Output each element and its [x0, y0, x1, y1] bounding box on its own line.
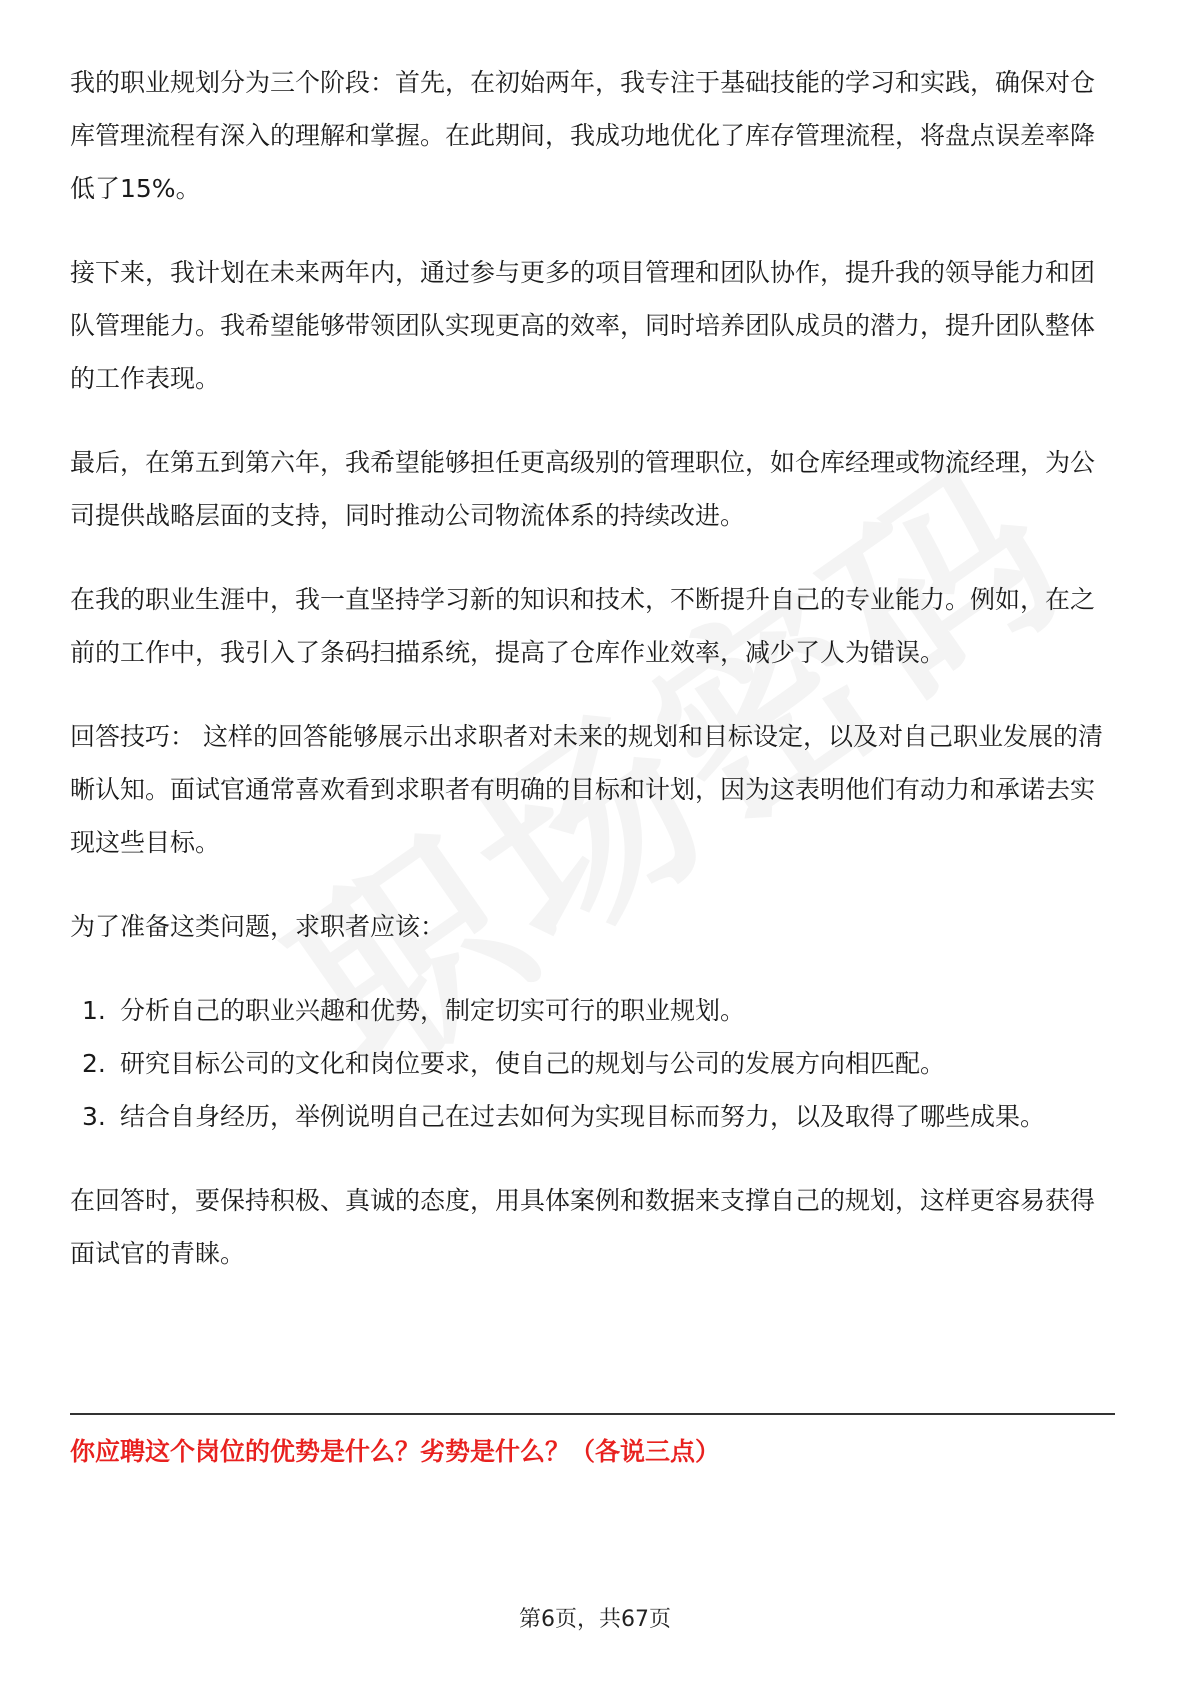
- list-item-text: 分析自己的职业兴趣和优势，制定切实可行的职业规划。: [120, 996, 746, 1025]
- list-item-number: 3.: [82, 1102, 106, 1131]
- list-item-text: 结合自身经历，举例说明自己在过去如何为实现目标而努力，以及取得了哪些成果。: [120, 1102, 1046, 1131]
- list-item: [70, 984, 1115, 1037]
- document-body: [70, 56, 1115, 1311]
- list-item-number: 2.: [82, 1049, 106, 1078]
- preparation-list: [70, 984, 1115, 1143]
- paragraph-career-plan-stage-1: 我的职业规划分为三个阶段：首先，在初始两年，我专注于基础技能的学习和实践，确保对仓库管理流程有深入的理解和掌握。在此期间，我成功地优化了库存管理流程，将盘点误差率降低了15%。: [70, 68, 1096, 203]
- paragraph-continuous-learning: 在我的职业生涯中，我一直坚持学习新的知识和技术，不断提升自己的专业能力。例如，在之前的工作中，我引入了条码扫描系统，提高了仓库作业效率，减少了人为错误。: [70, 585, 1096, 667]
- list-item: [70, 1090, 1115, 1143]
- page-number-footer: 第6页，共67页: [519, 1607, 671, 1632]
- paragraph-career-plan-stage-3: 最后，在第五到第六年，我希望能够担任更高级别的管理职位，如仓库经理或物流经理，为公司提供战略层面的支持，同时推动公司物流体系的持续改进。: [70, 448, 1096, 530]
- paragraph-answer-tips: 回答技巧： 这样的回答能够展示出求职者对未来的规划和目标设定，以及对自己职业发展的清晰认知。面试官通常喜欢看到求职者有明确的目标和计划，因为这表明他们有动力和承诺去实现这些目标。: [70, 722, 1103, 857]
- list-item-text: 研究目标公司的文化和岗位要求，使自己的规划与公司的发展方向相匹配。: [120, 1049, 946, 1078]
- list-item: [70, 1037, 1115, 1090]
- paragraph-preparation-intro: 为了准备这类问题，求职者应该：: [70, 912, 446, 941]
- paragraph-closing: 在回答时，要保持积极、真诚的态度，用具体案例和数据来支撑自己的规划，这样更容易获得面试官的青睐。: [70, 1186, 1096, 1268]
- list-item-number: 1.: [82, 996, 106, 1025]
- section-divider: [70, 1413, 1115, 1415]
- paragraph-career-plan-stage-2: 接下来，我计划在未来两年内，通过参与更多的项目管理和团队协作，提升我的领导能力和团队管理能力。我希望能够带领团队实现更高的效率，同时培养团队成员的潜力，提升团队整体的工作表现。: [70, 258, 1096, 393]
- next-question-heading: 你应聘这个岗位的优势是什么？劣势是什么？（各说三点）: [70, 1437, 721, 1466]
